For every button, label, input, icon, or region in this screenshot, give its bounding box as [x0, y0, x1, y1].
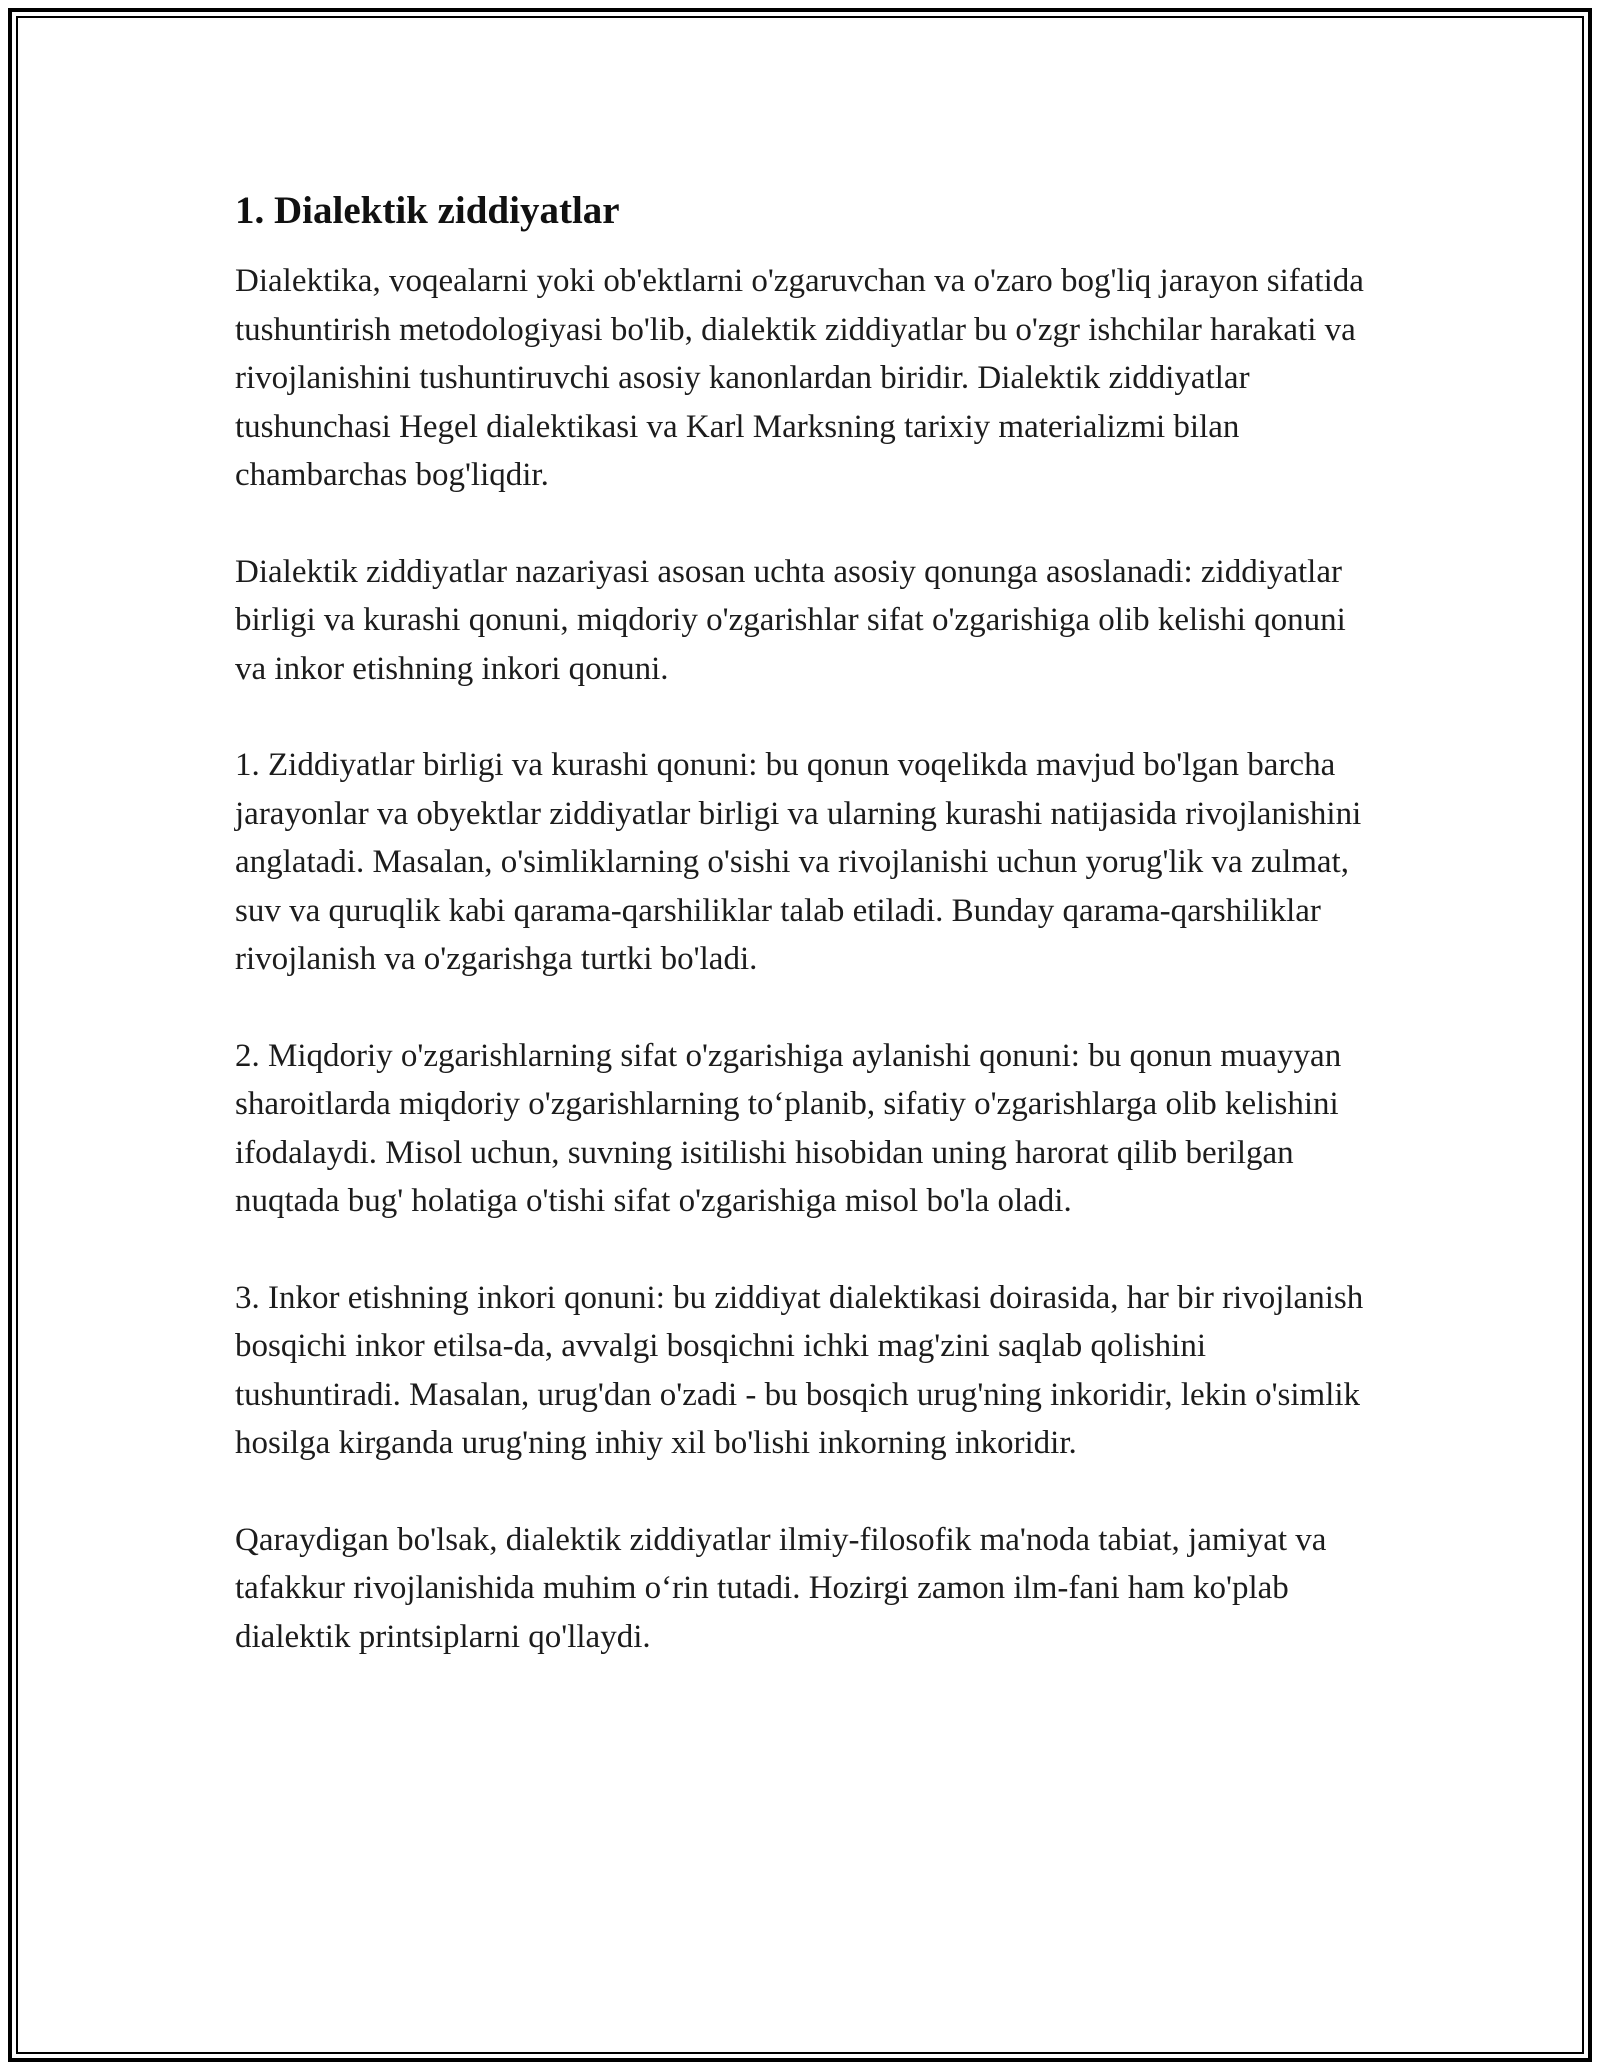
paragraph-law-2: 2. Miqdoriy o'zgarishlarning sifat o'zgarishiga aylanishi qonuni: bu qonun muayyan sharoitlarda miqdoriy o'zgarishlarning to‘planib, sifatiy o'zgarishlarga olib kelishini ifodalaydi. Misol uchun, suvning isitilishi hisobidan uning harorat qilib berilgan nuqtada bug' holatiga o'tishi sifat o'zgarishiga misol bo'la oladi.: [235, 1037, 1342, 1219]
paragraph-law-1: 1. Ziddiyatlar birligi va kurashi qonuni: bu qonun voqelikda mavjud bo'lgan barcha jarayonlar va obyektlar ziddiyatlar birligi va ularning kurashi natijasida rivojlanishini anglatadi. Masalan, o'simliklarning o'sishi va rivojlanishi uchun yorug'lik va zulmat, suv va quruqlik kabi qarama-qarshiliklar talab etiladi. Bunday qarama-qarshiliklar rivojlanish va o'zgarishga turtki bo'ladi.: [235, 747, 1362, 977]
paragraph-law-3: 3. Inkor etishning inkori qonuni: bu ziddiyat dialektikasi doirasida, har bir rivojlanish bosqichi inkor etilsa-da, avvalgi bosqichni ichki mag'zini saqlab qolishini tushuntiradi. Masalan, urug'dan o'zadi - bu bosqich urug'ning inkoridir, lekin o'simlik hosilga kirganda urug'ning inhiy xil bo'lishi inkorning inkoridir.: [235, 1279, 1364, 1461]
paragraph-three-laws: Dialektik ziddiyatlar nazariyasi asosan uchta asosiy qonunga asoslanadi: ziddiyatlar birligi va kurashi qonuni, miqdoriy o'zgarishlar sifat o'zgarishiga olib kelishi qonuni va inkor etishning inkori qonuni.: [235, 553, 1346, 687]
paragraph-intro: Dialektika, voqealarni yoki ob'ektlarni o'zgaruvchan va o'zaro bog'liq jarayon sifatida tushuntirish metodologiyasi bo'lib, dialektik ziddiyatlar bu o'zgr ishchilar harakati va rivojlanishini tushuntiruvchi asosiy kanonlardan biridir. Dialektik ziddiyatlar tushunchasi Hegel dialektikasi va Karl Marksning tarixiy materializmi bilan chambarchas bog'liqdir.: [235, 263, 1364, 493]
document-body: [235, 185, 1365, 1661]
page-title: 1. Dialektik ziddiyatlar: [235, 189, 620, 232]
paragraph-conclusion: Qaraydigan bo'lsak, dialektik ziddiyatlar ilmiy-filosofik ma'noda tabiat, jamiyat va tafakkur rivojlanishida muhim o‘rin tutadi. Hozirgi zamon ilm-fani ham ko'plab dialektik printsiplarni qo'llaydi.: [235, 1521, 1327, 1655]
